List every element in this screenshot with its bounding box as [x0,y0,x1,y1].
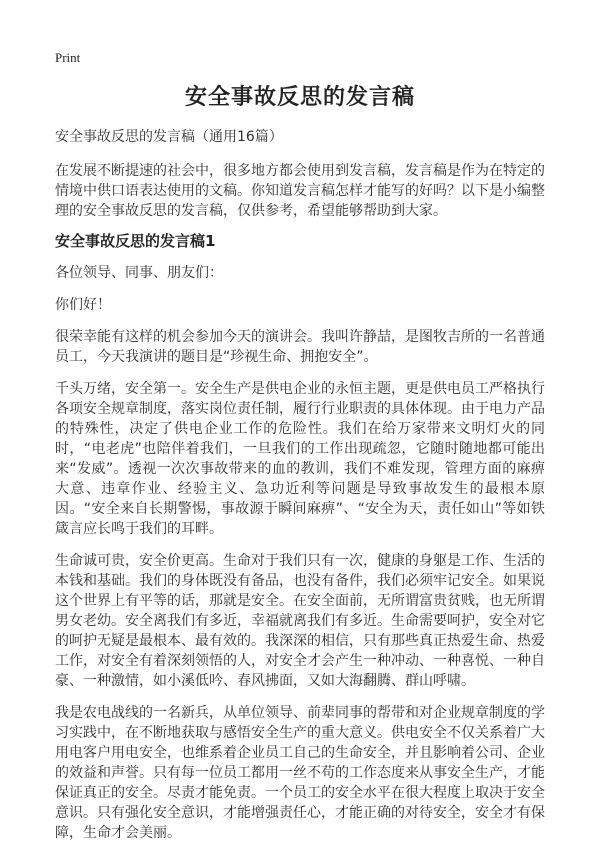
paragraph-life-value: 生命诚可贵，安全价更高。生命对于我们只有一次，健康的身躯是工作、生活的本钱和基础。我们的身体既没有备品，也没有备件，我们必须牢记安全。如果说这个世界上有平等的话，那就是安全。在安全面前，无所谓富贵贫贱，也无所谓男女老幼。安全离我们有多近，幸福就离我们有多近。生命需要呵护，安全对它的呵护无疑是最根本、最有效的。我深深的相信，只有那些真正热爱生命、热爱工作，对安全有着深刻领悟的人，对安全才会产生一种冲动、一种喜悦、一种自豪、一种激情，如小溪低吟、春风拂面，又如大海翻腾、群山呼啸。 [55,553,545,689]
paragraph-salutation: 各位领导、同事、朋友们： [55,265,223,281]
document-subtitle: 安全事故反思的发言稿（通用16篇） [55,129,283,145]
print-link[interactable]: Print [55,50,81,65]
section-heading: 安全事故反思的发言稿1 [55,232,216,250]
paragraph-self-introduction: 很荣幸能有这样的机会参加今天的演讲会。我叫许静喆，是图牧吉所的一名普通员工，今天我演讲的题目是“珍视生命、拥抱安全”。 [55,329,545,365]
paragraph-new-soldier: 我是农电战线的一名新兵，从单位领导、前辈同事的帮带和对企业规章制度的学习实践中，在不断地获取与感悟安全生产的重大意义。供电安全不仅关系着广大用电客户用电安全，也维系着企业员工自己的生命安全，并且影响着公司、企业的效益和声誉。只有每一位员工都用一丝不苟的工作态度来从事安全生产，才能保证真正的安全。尽责才能免责。一个员工的安全水平在很大程度上取决于安全意识。只有强化安全意识，才能增强责任心，才能正确的对待安全，安全才有保障，生命才会美丽。 [55,705,545,841]
paragraph-safety-first: 千头万绪，安全第一。安全生产是供电企业的永恒主题，更是供电员工严格执行各项安全规章制度，落实岗位责任制，履行行业职责的具体体现。由于电力产品的特殊性，决定了供电企业工作的危险性。我们在给万家带来文明灯火的同时，“电老虎”也陪伴着我们，一旦我们的工作出现疏忽，它随时随地都可能出来“发威”。透视一次次事故带来的血的教训，我们不难发现，管理方面的麻痹大意、违章作业、经验主义、急功近利等问题是导致事故发生的最根本原因。“安全来自长期警惕，事故源于瞬间麻痹”、“安全为天，责任如山”等如铁箴言应长鸣于我们的耳畔。 [55,381,545,537]
intro-paragraph: 在发展不断提速的社会中，很多地方都会使用到发言稿，发言稿是作为在特定的情境中供口语表达使用的文稿。你知道发言稿怎样才能写的好吗？以下是小编整理的安全事故反思的发言稿，仅供参考，希望能够帮助到大家。 [55,163,545,219]
page-title: 安全事故反思的发言稿 [184,85,415,110]
paragraph-greeting: 你们好！ [55,297,111,313]
